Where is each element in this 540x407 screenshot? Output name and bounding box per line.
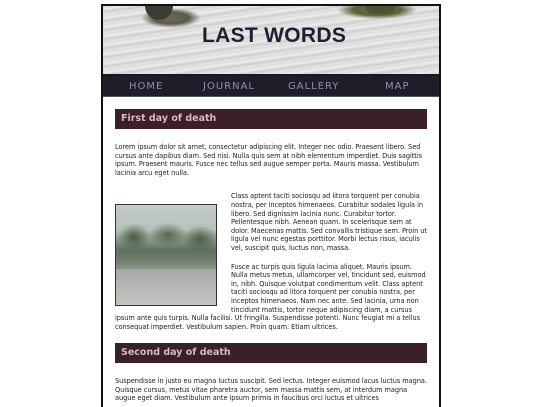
- nav-journal[interactable]: JOURNAL: [203, 80, 255, 92]
- site-title: LAST WORDS: [202, 24, 347, 47]
- section-heading: First day of death: [115, 109, 427, 129]
- header-banner: [103, 6, 439, 76]
- nav-bar: [103, 76, 439, 97]
- nav-gallery[interactable]: GALLERY: [288, 80, 340, 92]
- paragraph: Class aptent taciti sociosqu ad litora torquent per conubia nostra, per inceptos himenaeos. Curabitur sodales ligula in libero. Sed dignissim lacinia nunc. Curabitur tortor. Pellentesque nibh. Aenean quam. In scelerisque sem at dolor. Maecenas mattis. Sed convallis tristique sem. Proin ut ligula vel nunc egestas porttitor. Morbi lectus risus, iaculis vel, suscipit quis, luctus non, massa.: [231, 192, 427, 252]
- paragraph: Suspendisse in justo eu magna luctus suscipit. Sed lectus. Integer euismod lacus luctus magna. Quisque cursus, metus vitae pharetra auctor, sem massa mattis sem, at interdum magna augue eget diam. Vestibulum ante ipsum primis in faucibus orci luctus et ultrices: [115, 377, 427, 403]
- banner-rock: [145, 6, 173, 20]
- nav-map[interactable]: MAP: [385, 80, 410, 92]
- banner-moss-rock: [365, 6, 395, 14]
- paragraph: Fusce ac turpis quis ligula lacinia aliquet. Mauris ipsum. Nulla metus metus, ullamcorper vel, tincidunt sed, euismod in, nibh. Quisque volutpat condimentum velit. Class aptent taciti sociosqu ad litora torquent per conubia nostra, per inceptos himenaeos. Nam nec ante. Sed lacinia, urna non tincidunt mattis, tortor neque adipiscing diam, a cursus ipsum ante quis turpis. Nulla facilisi. Ut fringilla. Suspendisse potenti. Nunc feugiat mi a tellus consequat imperdiet. Vestibulum sapien. Proin quam. Etiam ultrices.: [115, 262, 426, 331]
- main-content: [103, 109, 439, 403]
- section-heading: Second day of death: [115, 343, 427, 363]
- park-photo: [115, 204, 217, 306]
- paragraph: Lorem ipsum dolor sit amet, consectetur adipiscing elit. Integer nec odio. Praesent libero. Sed cursus ante dapibus diam. Sed nisi. Nulla quis sem at nibh elementum imperdiet. Duis sagittis ipsum. Praesent mauris. Fusce nec tellus sed augue semper porta. Mauris massa. Vestibulum lacinia arcu eget nulla.: [115, 143, 423, 177]
- page: [101, 4, 441, 407]
- nav-home[interactable]: HOME: [129, 80, 164, 92]
- article-block: [115, 192, 427, 331]
